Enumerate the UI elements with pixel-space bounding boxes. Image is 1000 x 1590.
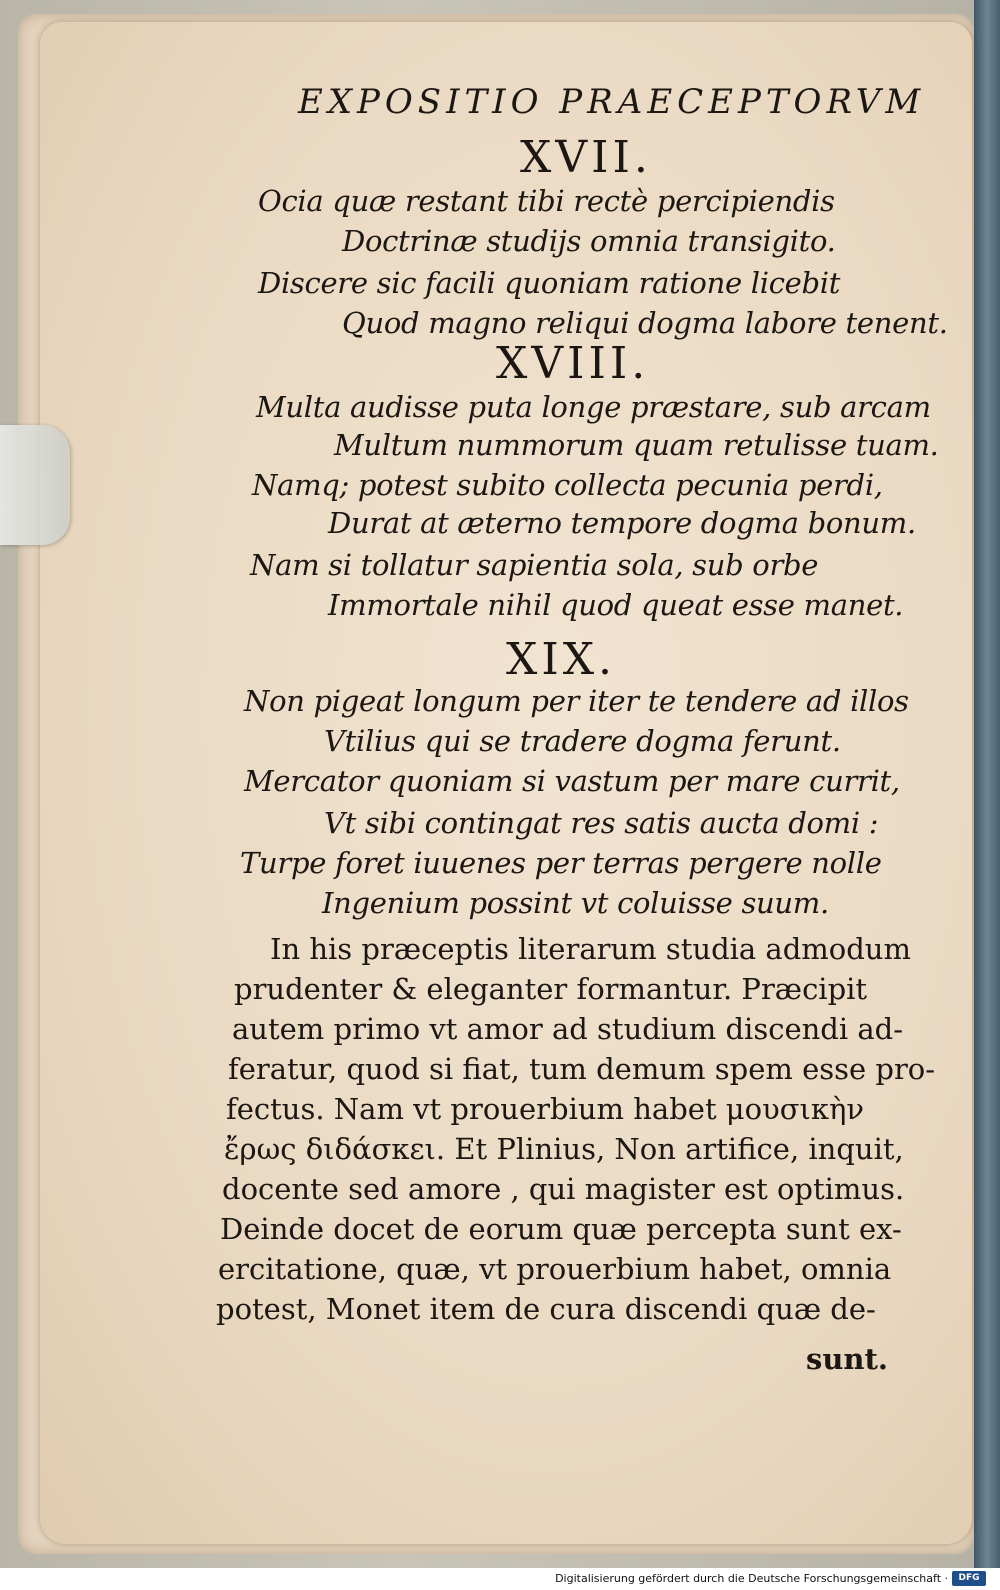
digitization-footer (0, 1568, 1000, 1590)
verse-line: Quod magno reliqui dogma labore tenent. (342, 306, 948, 340)
commentary-line: ercitatione, quæ, vt prouerbium habet, omnia (218, 1252, 892, 1286)
verse-line: Nam si tollatur sapientia sola, sub orbe (250, 548, 819, 582)
commentary-line: feratur, quod si fiat, tum demum spem esse pro- (228, 1052, 936, 1086)
verse-line: Doctrinæ studijs omnia transigito. (342, 224, 836, 258)
verse-line: Multum nummorum quam retulisse tuam. (334, 428, 939, 462)
commentary-line: sunt. (806, 1342, 888, 1376)
commentary-line: ἔρως διδάσκει. Et Plinius, Non artifice, inquit, (224, 1132, 904, 1166)
verse-line: Mercator quoniam si vastum per mare currit, (244, 764, 900, 798)
section-number-xvii: XVII. (520, 132, 652, 183)
footer-credit: Digitalisierung gefördert durch die Deutsche Forschungsgemeinschaft · (555, 1572, 948, 1585)
commentary-line: Deinde docet de eorum quæ percepta sunt ex- (220, 1212, 902, 1246)
verse-line: Vtilius qui se tradere dogma ferunt. (324, 724, 841, 758)
commentary-line: fectus. Nam vt prouerbium habet μουσικὴν (226, 1092, 865, 1126)
commentary-line: potest, Monet item de cura discendi quæ de- (216, 1292, 876, 1326)
dfg-logo: DFG (952, 1571, 986, 1586)
verse-line: Namq; potest subito collecta pecunia perdi, (252, 468, 883, 502)
commentary-line: autem primo vt amor ad studium discendi ad- (232, 1012, 903, 1046)
verse-line: Ocia quæ restant tibi rectè percipiendis (258, 184, 835, 218)
verse-line: Vt sibi contingat res satis aucta domi : (324, 806, 879, 840)
section-number-xviii: XVIII. (496, 338, 650, 389)
verse-line: Multa audisse puta longe præstare, sub arcam (256, 390, 931, 424)
verse-line: Non pigeat longum per iter te tendere ad illos (244, 684, 909, 718)
commentary-line: prudenter & eleganter formantur. Præcipit (234, 972, 868, 1006)
verse-line: Ingenium possint vt coluisse suum. (322, 886, 829, 920)
verse-line: Immortale nihil quod queat esse manet. (328, 588, 904, 622)
commentary-line: docente sed amore , qui magister est optimus. (222, 1172, 905, 1206)
verse-line: Discere sic facili quoniam ratione licebit (258, 266, 841, 300)
section-number-xix: XIX. (506, 634, 617, 685)
running-head: EXPOSITIO PRAECEPTORVM (298, 82, 926, 122)
commentary-line: In his præceptis literarum studia admodum (270, 932, 911, 966)
verse-line: Turpe foret iuuenes per terras pergere nolle (240, 846, 882, 880)
verse-line: Durat at æterno tempore dogma bonum. (328, 506, 916, 540)
